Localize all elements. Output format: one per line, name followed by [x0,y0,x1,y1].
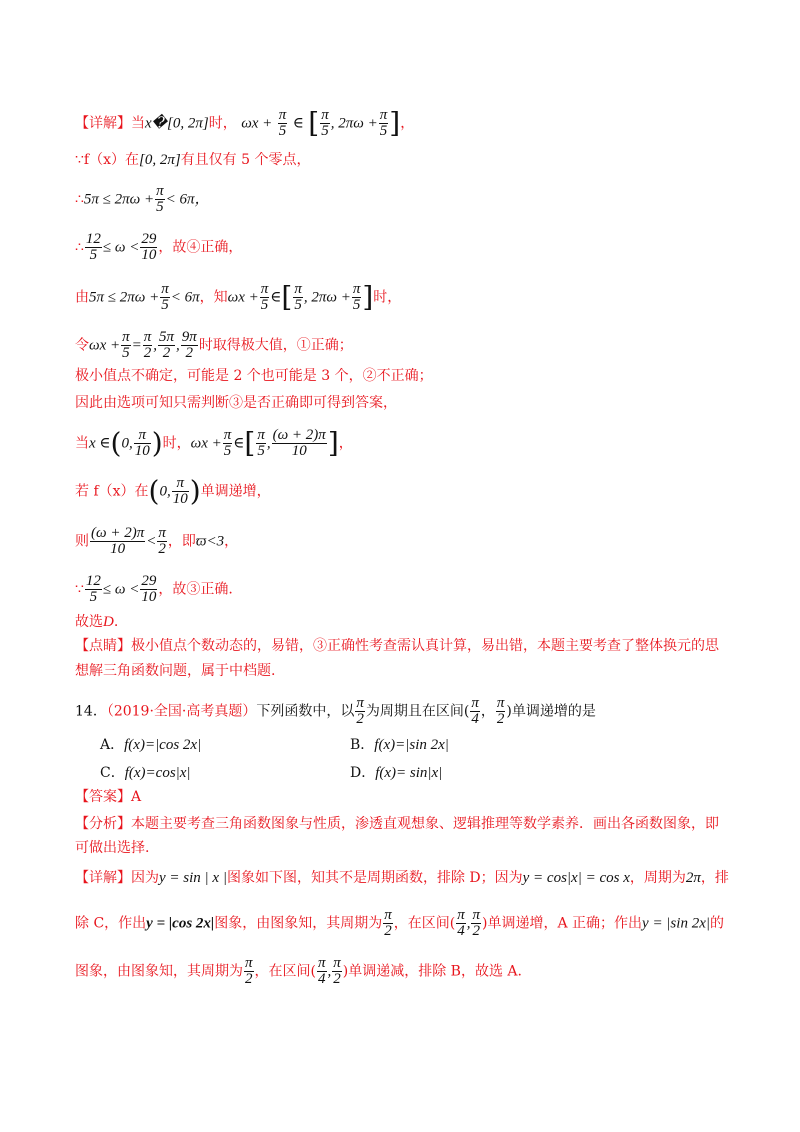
expr: ωx + [190,435,222,452]
fraction: $\frac{\pi}{2}$ [143,329,152,361]
expr: , 2πω + [330,115,378,132]
expr: y = cos|x| = cos x [522,870,630,886]
expr: y = |cos 2x| [146,915,215,932]
detail-line-11 [75,526,238,557]
expr: , 2πω + [303,289,351,306]
text: 图象，由图象知，其周期为 [75,963,243,980]
fraction: $\frac{\pi}{5}$ [294,281,302,313]
question-number: 14． [75,703,107,720]
expr: 5π ≤ 2πω + [89,289,160,306]
text: 时， [373,289,402,306]
text: 图象如下图，知其不是周期函数，排除 D；因为 [226,870,523,886]
detail-line-5 [75,282,401,313]
text: ，故③正确. [158,581,233,598]
condition-expr: x�[0, 2π] [145,115,209,132]
comment-line-1: 【点睛】极小值点个数动态的，易错，③正确性考查需认真计算，易出错，本题主要考查了整体换元的思 [75,638,719,654]
detail-line-3 [75,184,210,215]
answer-line: 【答案】A [75,789,142,805]
bracket: [ [244,426,256,460]
fraction: $\frac{29}{10}$ [141,231,157,263]
text: ，周期为 [629,870,686,886]
analysis-line-2: 可做出选择. [75,840,150,856]
text: ，排 [700,870,729,886]
text: 的 [709,915,724,932]
fraction: $\frac{\pi}{5}$ [223,427,232,459]
detail-line-7: 极小值点不确定，可能是 2 个也可能是 3 个，②不正确； [75,368,433,384]
fraction: $\frac{5\pi}{2}$ [159,329,175,361]
text: 图象，由图象知，其周期为 [214,915,383,932]
expr: < 6π， [165,191,210,208]
text: ， [480,703,495,720]
expr: x ∈ [89,435,111,452]
fraction: $\frac{\pi}{10}$ [172,475,188,507]
option-d: D．f(x)= sin|x| [350,765,443,781]
text: 【详解】因为 [75,870,159,886]
fraction: $\frac{12}{5}$ [85,573,101,605]
fraction: $\frac{\pi}{5}$ [161,281,169,313]
fraction: $\frac{\pi}{5}$ [156,183,164,215]
detail-line-12 [75,574,233,605]
detail-line-9: 当x ∈(0, $\frac{\pi}{10}$ )时，ωx + $\frac{\pi}{5}$ ∈[ $\frac{\pi}{5}$ , $\frac{(\omega + 2)\pi}{10}$ ]， [75,426,353,460]
text: 令 [75,337,89,354]
expr: ≤ ω < [102,581,140,598]
text: 时， [162,435,191,452]
expr: ϖ<3 [195,533,225,550]
text: )单调递增的是 [506,703,596,720]
bracket: ( [148,474,160,508]
text: ，即 [167,533,196,550]
fraction: $\frac{\pi}{4}$ [317,955,326,987]
detail-line-2 [75,150,311,170]
text: . [113,614,119,630]
bracket: ] [389,106,401,140]
option-c: C．f(x)=cos|x| [100,765,191,781]
fraction: $\frac{\pi}{4}$ [471,695,479,727]
question-14-stem [75,696,596,727]
text: 时， [208,115,237,132]
analysis-line-1: 【分析】本题主要考查三角函数图象与性质，渗透直观想象、逻辑推理等数学素养．画出各函数图象，即 [75,816,719,832]
text: 除 C，作出 [75,915,147,932]
expr: y = sin | x | [159,870,227,886]
expr: y = |sin 2x| [642,915,710,932]
fraction: $\frac{\pi}{2}$ [245,955,253,987]
expr: 0, [159,483,171,500]
fraction: $\frac{\pi}{5}$ [321,107,329,139]
in-symbol: ∈ [270,289,282,306]
text: )单调递增，A 正确；作出 [482,915,643,932]
expr: < 6π [170,289,200,306]
detail-heading: 【详解】当 [75,115,145,132]
expr: ωx + [241,115,273,132]
fraction: $\frac{\pi}{2}$ [384,907,392,939]
text: ， [338,435,353,452]
detail-line-8: 因此由选项可知只需判断③是否正确即可得到答案， [75,395,397,411]
equals: = [131,337,142,354]
expr: < [146,533,157,550]
q14-detail-line-1 [75,868,729,888]
in-symbol: ∈ [292,115,304,132]
fraction: $\frac{29}{10}$ [141,573,157,605]
text: 故选 [75,614,103,630]
detail-line-4 [75,232,242,263]
text: 有且仅有 5 个零点， [180,152,311,168]
expr: 0, [121,435,133,452]
detail-line-6: 令ωx + $\frac{\pi}{5}$ = $\frac{\pi}{2}$ , $\frac{5\pi}{2}$ , $\frac{9\pi}{2}$ 时取得极大值，①正确； [75,329,353,361]
fraction: $\frac{\pi}{2}$ [356,695,364,727]
text: 为周期且在区间( [365,703,470,720]
fraction: $\frac{\pi}{5}$ [122,329,130,361]
fraction: $\frac{12}{5}$ [85,231,101,263]
text: ， [400,115,415,132]
fraction: $\frac{\pi}{5}$ [278,107,287,139]
text: 若 f（x）在 [75,483,149,500]
expr: ≤ ω < [102,239,140,256]
in-symbol: ∈ [233,435,245,452]
option-b: B．f(x)=|sin 2x| [350,737,449,753]
text: ，知 [199,289,228,306]
detail-line-1 [75,108,414,139]
answer-letter: D [103,614,114,630]
text: 则 [75,533,89,550]
text: ，在区间( [393,915,456,932]
question-source: （2019·全国·高考真题） [106,703,257,720]
therefore-symbol: ∴ [75,191,84,208]
fraction: $\frac{9\pi}{2}$ [181,329,197,361]
fraction: $\frac{\pi}{2}$ [472,907,480,939]
option-a: A．f(x)=|cos 2x| [100,737,202,753]
fraction: $\frac{\pi}{4}$ [457,907,465,939]
text: ，故④正确， [158,239,243,256]
fraction: $\frac{\pi}{5}$ [379,107,388,139]
bracket: [ [281,280,293,314]
expr: ωx + [89,337,121,354]
fraction: $\frac{\pi}{5}$ [352,281,361,313]
comment-line-2: 想解三角函数问题，属于中档题. [75,663,276,679]
bracket: ) [189,474,201,508]
interval: [0, 2π] [138,152,181,168]
detail-line-13 [75,612,118,632]
q14-detail-line-3: 图象，由图象知，其周期为 $\frac{\pi}{2}$ ，在区间( $\frac{\pi}{4}$ , $\frac{\pi}{2}$ )单调递减，排除 B，故选 A. [75,955,522,987]
therefore-symbol: ∴ [75,239,84,256]
fraction: $\frac{\pi}{2}$ [496,695,505,727]
text: ， [224,533,239,550]
expr: 5π ≤ 2πω + [83,191,155,208]
fraction: $\frac{\pi}{2}$ [333,955,341,987]
fraction: $\frac{\pi}{5}$ [260,281,269,313]
fraction: $\frac{\pi}{2}$ [158,525,166,557]
bracket: ] [327,426,339,460]
text: )单调递减，排除 B，故选 A. [342,963,522,980]
fraction: $\frac{\pi}{5}$ [257,427,265,459]
text: 由 [75,289,89,306]
bracket: [ [308,106,320,140]
expr: 2π [685,870,701,886]
bracket: ( [110,426,122,460]
q14-detail-line-2: 除 C，作出y = |cos 2x|图象，由图象知，其周期为 $\frac{\pi}{2}$ ，在区间( $\frac{\pi}{4}$ , $\frac{\pi}{2}$ )单调递增，A 正确；作出y = |sin 2x|的 [75,907,724,939]
bracket: ] [362,280,374,314]
text: 时取得极大值，①正确； [198,337,353,354]
text: ∵f（x）在 [75,152,139,168]
text: 单调递增， [200,483,271,500]
detail-line-10 [75,476,271,507]
because-symbol: ∵ [75,581,84,598]
fraction: $\frac{\pi}{10}$ [134,427,150,459]
expr: ωx + [227,289,259,306]
text: 当 [75,435,89,452]
fraction: $\frac{(\omega + 2)\pi}{10}$ [272,427,326,459]
text: 下列函数中，以 [256,703,355,720]
fraction: $\frac{(\omega + 2)\pi}{10}$ [91,525,145,557]
text: ，在区间( [254,963,316,980]
bracket: ) [151,426,163,460]
